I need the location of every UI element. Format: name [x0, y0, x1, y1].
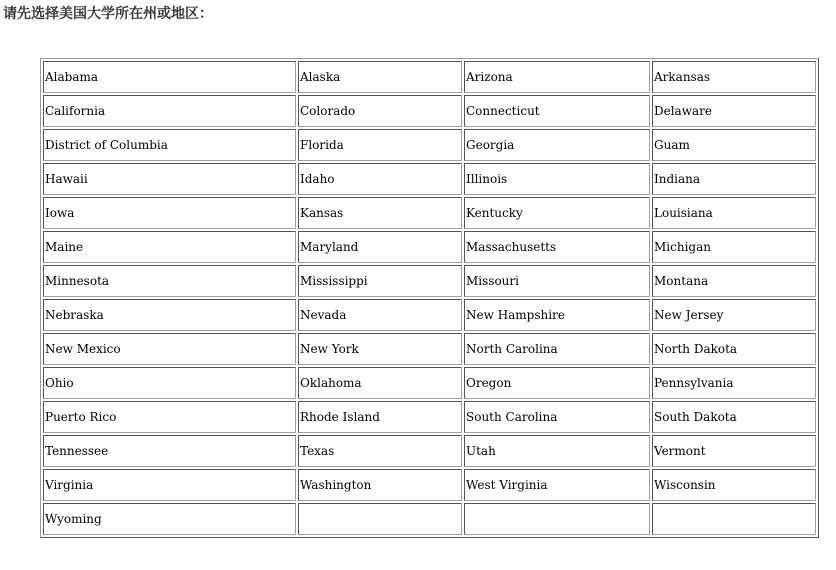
table-row: [43, 503, 816, 535]
table-cell[interactable]: [652, 95, 816, 127]
table-cell[interactable]: [43, 61, 296, 93]
table-cell[interactable]: [464, 231, 650, 263]
table-cell[interactable]: [464, 95, 650, 127]
state-link[interactable]: Idaho: [300, 172, 335, 186]
state-link[interactable]: Arizona: [466, 70, 513, 84]
state-link[interactable]: Washington: [300, 478, 372, 492]
table-cell[interactable]: [464, 401, 650, 433]
states-table: [40, 58, 819, 538]
table-cell[interactable]: [298, 367, 462, 399]
table-cell[interactable]: [652, 299, 816, 331]
table-cell[interactable]: [464, 333, 650, 365]
table-row: [43, 163, 816, 195]
empty-cell: [464, 503, 650, 535]
table-cell[interactable]: [298, 401, 462, 433]
table-row: [43, 299, 816, 331]
empty-cell: [652, 503, 816, 535]
state-link[interactable]: Oklahoma: [300, 376, 362, 390]
table-cell[interactable]: [43, 299, 296, 331]
state-link[interactable]: Colorado: [300, 104, 356, 118]
state-link[interactable]: South Dakota: [654, 410, 737, 424]
table-cell[interactable]: [298, 265, 462, 297]
state-link[interactable]: Texas: [300, 444, 335, 458]
state-link[interactable]: Hawaii: [45, 172, 88, 186]
state-link[interactable]: Missouri: [466, 274, 519, 288]
table-cell[interactable]: [298, 469, 462, 501]
state-link[interactable]: South Carolina: [466, 410, 558, 424]
state-link[interactable]: Tennessee: [45, 444, 109, 458]
state-link[interactable]: New York: [300, 342, 359, 356]
state-link[interactable]: Virginia: [45, 478, 94, 492]
table-cell[interactable]: [652, 469, 816, 501]
table-cell[interactable]: [298, 435, 462, 467]
state-link[interactable]: Oregon: [466, 376, 512, 390]
table-cell[interactable]: [298, 231, 462, 263]
table-cell[interactable]: [298, 95, 462, 127]
state-link[interactable]: Florida: [300, 138, 344, 152]
state-link[interactable]: Puerto Rico: [45, 410, 117, 424]
state-link[interactable]: Maryland: [300, 240, 359, 254]
table-cell[interactable]: [298, 61, 462, 93]
table-cell[interactable]: [43, 367, 296, 399]
table-row: [43, 435, 816, 467]
state-link[interactable]: Guam: [654, 138, 690, 152]
table-cell[interactable]: [43, 163, 296, 195]
table-cell[interactable]: [43, 197, 296, 229]
state-link[interactable]: Montana: [654, 274, 709, 288]
state-link[interactable]: Connecticut: [466, 104, 540, 118]
state-link[interactable]: Kansas: [300, 206, 344, 220]
table-cell[interactable]: [464, 265, 650, 297]
state-link[interactable]: Kentucky: [466, 206, 523, 220]
state-link[interactable]: Arkansas: [654, 70, 711, 84]
state-link[interactable]: Michigan: [654, 240, 711, 254]
table-row: [43, 367, 816, 399]
state-link[interactable]: Indiana: [654, 172, 701, 186]
table-cell[interactable]: [298, 333, 462, 365]
state-link[interactable]: Mississippi: [300, 274, 368, 288]
state-link[interactable]: West Virginia: [466, 478, 548, 492]
state-link[interactable]: Rhode Island: [300, 410, 380, 424]
table-cell[interactable]: [43, 265, 296, 297]
state-link[interactable]: Nevada: [300, 308, 347, 322]
table-cell[interactable]: [464, 163, 650, 195]
table-cell[interactable]: [298, 299, 462, 331]
state-link[interactable]: Louisiana: [654, 206, 713, 220]
table-cell[interactable]: [652, 197, 816, 229]
page-title: 请先选择美国大学所在州或地区：: [3, 6, 213, 22]
table-cell[interactable]: [43, 503, 296, 535]
states-table-body: [43, 61, 816, 535]
empty-cell: [298, 503, 462, 535]
state-link[interactable]: Utah: [466, 444, 496, 458]
state-link[interactable]: Alaska: [300, 70, 341, 84]
table-cell[interactable]: [464, 129, 650, 161]
state-link[interactable]: Illinois: [466, 172, 508, 186]
table-row: [43, 129, 816, 161]
table-cell[interactable]: [43, 95, 296, 127]
table-row: [43, 333, 816, 365]
table-cell[interactable]: [464, 299, 650, 331]
state-link[interactable]: New Hampshire: [466, 308, 565, 322]
table-cell[interactable]: [652, 231, 816, 263]
table-cell[interactable]: [652, 333, 816, 365]
table-cell[interactable]: [464, 469, 650, 501]
state-link[interactable]: Pennsylvania: [654, 376, 734, 390]
table-row: [43, 95, 816, 127]
table-cell[interactable]: [652, 401, 816, 433]
state-link[interactable]: Nebraska: [45, 308, 104, 322]
table-row: [43, 197, 816, 229]
state-link[interactable]: Alabama: [45, 70, 99, 84]
table-cell[interactable]: [652, 163, 816, 195]
table-cell[interactable]: [652, 61, 816, 93]
state-link[interactable]: Minnesota: [45, 274, 110, 288]
table-row: [43, 61, 816, 93]
table-row: [43, 469, 816, 501]
table-cell[interactable]: [652, 129, 816, 161]
state-link[interactable]: Delaware: [654, 104, 712, 118]
table-cell[interactable]: [652, 265, 816, 297]
table-cell[interactable]: [43, 333, 296, 365]
state-link[interactable]: Maine: [45, 240, 84, 254]
state-link[interactable]: Wyoming: [45, 512, 102, 526]
table-cell[interactable]: [43, 401, 296, 433]
state-link[interactable]: Georgia: [466, 138, 515, 152]
state-link[interactable]: District of Columbia: [45, 138, 168, 152]
table-cell[interactable]: [43, 231, 296, 263]
state-link[interactable]: Wisconsin: [654, 478, 716, 492]
state-link[interactable]: California: [45, 104, 106, 118]
table-row: [43, 401, 816, 433]
table-cell[interactable]: [43, 435, 296, 467]
table-cell[interactable]: [464, 197, 650, 229]
table-cell[interactable]: [298, 197, 462, 229]
state-link[interactable]: New Mexico: [45, 342, 121, 356]
table-row: [43, 265, 816, 297]
state-link[interactable]: North Dakota: [654, 342, 738, 356]
table-cell[interactable]: [652, 435, 816, 467]
state-link[interactable]: Iowa: [45, 206, 75, 220]
state-link[interactable]: New Jersey: [654, 308, 724, 322]
table-cell[interactable]: [464, 367, 650, 399]
state-link[interactable]: Ohio: [45, 376, 74, 390]
table-cell[interactable]: [43, 469, 296, 501]
table-cell[interactable]: [298, 129, 462, 161]
state-link[interactable]: Massachusetts: [466, 240, 557, 254]
state-link[interactable]: Vermont: [654, 444, 706, 458]
table-cell[interactable]: [298, 163, 462, 195]
table-row: [43, 231, 816, 263]
state-link[interactable]: North Carolina: [466, 342, 558, 356]
table-cell[interactable]: [464, 61, 650, 93]
table-cell[interactable]: [43, 129, 296, 161]
table-cell[interactable]: [464, 435, 650, 467]
table-cell[interactable]: [652, 367, 816, 399]
